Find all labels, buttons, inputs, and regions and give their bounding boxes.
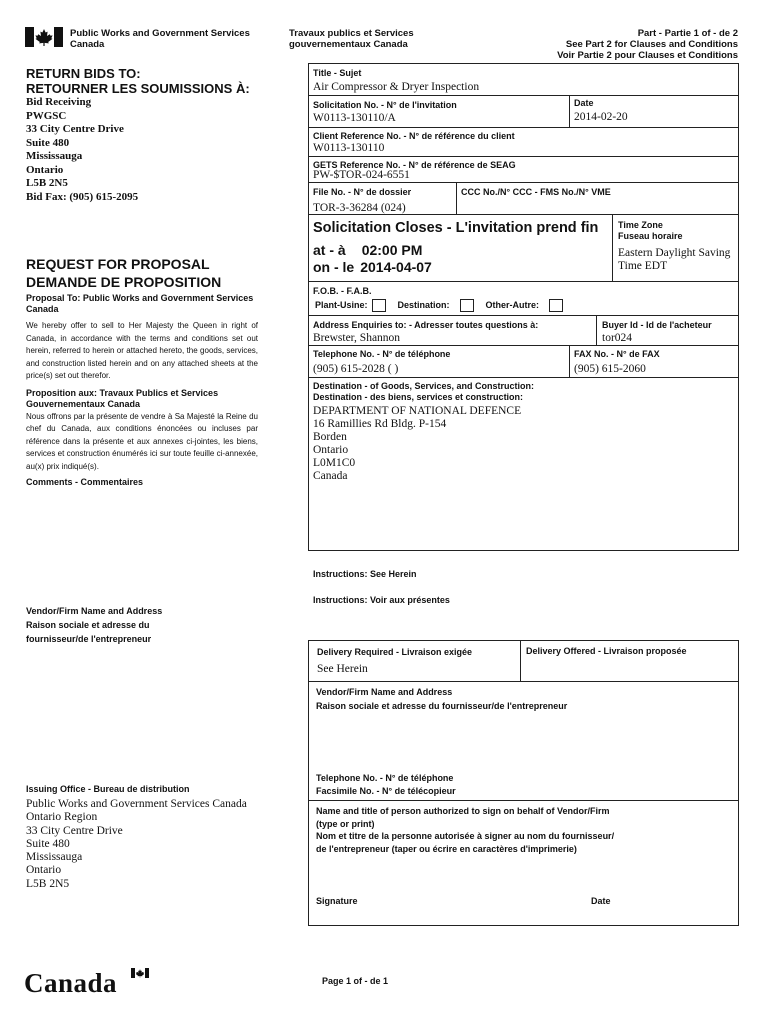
at-label: at - à [313,242,346,258]
instructions-en: Instructions: See Herein [313,569,417,579]
vendor-name-label: Vendor/Firm Name and Address [26,606,163,616]
fax-value: (905) 615-2060 [574,363,646,375]
fob-label: F.O.B. - F.A.B. [313,286,372,296]
time-zone-label: Time Zone [618,220,663,230]
address-line: PWGSC [26,109,67,122]
proposition-aux-text: Nous offrons par la présente de vendre à Sa Majesté la Reine du chef du Canada, aux conditions énoncées ou incluses par référence dans la présente et aux annexes ci-jointes, les biens, services et construction énumérés ici sur toute feuille ci-annexée, au(x) prix indiqué(s). [26,411,258,471]
time-zone-label-fr: Fuseau horaire [618,231,683,241]
address-line: Public Works and Government Services Canada [26,798,247,810]
vendor-telephone-label: Telephone No. - N° de téléphone [316,773,454,783]
plant-label: Plant-Usine: [315,300,368,310]
signature-field[interactable] [312,908,582,924]
address-enquiries-label: Address Enquiries to: - Adresser toutes questions à: [313,320,539,330]
rfp-title-fr: DEMANDE DE PROPOSITION [26,274,222,290]
canada-wordmark [24,966,130,1000]
destination-address [313,405,521,483]
dept-name-fr-2: gouvernementaux Canada [289,39,408,50]
signature-date-field[interactable] [588,908,736,924]
return-bids-address [26,96,138,204]
telephone-value: (905) 615-2028 ( ) [313,363,399,375]
signature-date-label: Date [591,896,611,906]
authorized-name-label-fr-2: de l'entrepreneur (taper ou écrire en caractères d'imprimerie) [316,843,577,854]
address-line: DEPARTMENT OF NATIONAL DEFENCE [313,405,522,417]
destination-goods-label-fr: Destination - des biens, services et construction: [313,392,524,402]
vendor-address-field[interactable] [312,715,735,769]
address-line: Mississauga [26,150,83,162]
return-bids-title-fr: RETOURNER LES SOUMISSIONS À: [26,81,250,96]
vendor-address-label: Vendor/Firm Name and Address [316,687,453,697]
vendor-address-label-fr: Raison sociale et adresse du fournisseur/de l'entrepreneur [316,701,568,711]
authorized-name-label-2: (type or print) [316,818,375,829]
authorized-name-label: Name and title of person authorized to sign on behalf of Vendor/Firm [316,806,610,816]
time-zone-value-2: Time EDT [618,260,668,272]
solicitation-no-value: W0113-130110/A [313,112,396,124]
address-line: 33 City Centre Drive [26,824,123,837]
delivery-required-label: Delivery Required - Livraison exigée [317,647,473,657]
delivery-offered-label: Delivery Offered - Livraison proposée [526,646,687,656]
solicitation-no-label: Solicitation No. - N° de l'invitation [313,100,457,110]
address-line: L5B 2N5 [26,877,70,890]
other-label: Other-Autre: [485,300,540,310]
plant-checkbox[interactable] [372,299,386,312]
address-line: Ontario [313,444,349,456]
closing-date: 2014-04-07 [360,259,432,275]
bid-fax-line: Bid Fax: (905) 615-2095 [26,190,139,203]
vendor-name-label-fr-2: fournisseur/de l'entrepreneur [26,634,152,644]
canada-flag-icon [25,27,63,47]
address-line: Mississauga [26,851,83,864]
voir-partie-2: Voir Partie 2 pour Clauses et Conditions [557,50,738,61]
comments-label: Comments - Commentaires [26,477,144,487]
see-part-2: See Part 2 for Clauses and Conditions [565,39,738,50]
address-line: Canada [313,470,348,482]
address-line: 16 Ramillies Rd Bldg. P-154 [313,418,447,430]
signature-label: Signature [316,896,358,906]
address-line: Ontario [26,864,62,877]
page-number: Page 1 of - de 1 [322,976,389,986]
proposition-aux-label: Proposition aux: Travaux Publics et Services Gouvernementaux Canada [26,387,219,409]
destination-goods-label: Destination - of Goods, Services, and Construction: [313,381,535,391]
gets-ref-label: GETS Reference No. - N° de référence de SEAG [313,160,516,170]
buyer-id-label: Buyer Id - Id de l'acheteur [602,320,712,330]
client-ref-value: W0113-130110 [313,142,385,154]
address-line: Ontario [26,163,64,176]
solicitation-closes-label: Solicitation Closes - L'invitation prend fin [313,220,599,236]
address-line: Ontario Region [26,811,98,824]
closing-time: 02:00 PM [361,242,423,258]
canada-wordmark-text: Canada [24,968,118,998]
part-indicator: Part - Partie 1 of - de 2 [637,28,738,39]
address-line: Suite 480 [26,837,70,850]
vendor-fax-label: Facsimile No. - N° de télécopieur [316,786,456,796]
dept-name-en: Public Works and Government Services [70,28,250,39]
authorized-name-label-fr: Nom et titre de la personne autorisée à signer au nom du fournisseur/ [316,831,615,841]
proposal-to-text: We hereby offer to sell to Her Majesty the Queen in right of Canada, in accordance with the terms and conditions set out herein, referred to herein or attached hereto, the goods, services, and construction listed herein and on any attached sheets at the price(s) set out therefor. [26,321,258,380]
delivery-required-value: See Herein [317,663,368,675]
authorized-name-field[interactable] [312,862,735,892]
dept-name-en-2: Canada [70,39,105,50]
address-line: Suite 480 [26,136,70,149]
issuing-office-label: Issuing Office - Bureau de distribution [26,784,190,794]
date-value: 2014-02-20 [574,111,628,123]
destination-label: Destination: [397,300,450,310]
telephone-label: Telephone No. - N° de téléphone [313,349,451,359]
return-bids-title: RETURN BIDS TO: [26,66,141,81]
time-zone-value: Eastern Daylight Saving [618,247,731,259]
issuing-office-address [26,798,247,891]
address-line: Bid Receiving [26,96,92,108]
client-ref-label: Client Reference No. - N° de référence du client [313,131,515,141]
buyer-id-value: tor024 [602,332,633,344]
on-label: on - le [313,259,355,275]
date-label: Date [574,98,594,108]
rfp-title: REQUEST FOR PROPOSAL [26,256,210,272]
address-line: 33 City Centre Drive [26,123,124,135]
proposal-to-label: Proposal To: Public Works and Government Services Canada [26,293,254,314]
address-line: Borden [313,431,347,443]
destination-checkbox[interactable] [460,299,474,312]
address-enquiries-value: Brewster, Shannon [313,332,401,344]
instructions-fr: Instructions: Voir aux présentes [313,595,450,605]
address-line: L0M1C0 [313,457,356,469]
ccc-no-label: CCC No./N° CCC - FMS No./N° VME [461,187,611,197]
dept-name-fr: Travaux publics et Services [289,28,414,39]
file-no-value: TOR-3-36284 (024) [313,202,406,214]
title-label: Title - Sujet [313,68,362,78]
title-value: Air Compressor & Dryer Inspection [313,81,480,93]
gets-ref-value: PW-$TOR-024-6551 [313,169,410,181]
wordmark-flag-icon [131,968,149,978]
file-no-label: File No. - N° de dossier [313,187,412,197]
vendor-name-label-fr: Raison sociale et adresse du [26,620,150,630]
other-checkbox[interactable] [549,299,563,312]
address-line: L5B 2N5 [26,177,68,189]
fax-label: FAX No. - N° de FAX [574,349,660,359]
